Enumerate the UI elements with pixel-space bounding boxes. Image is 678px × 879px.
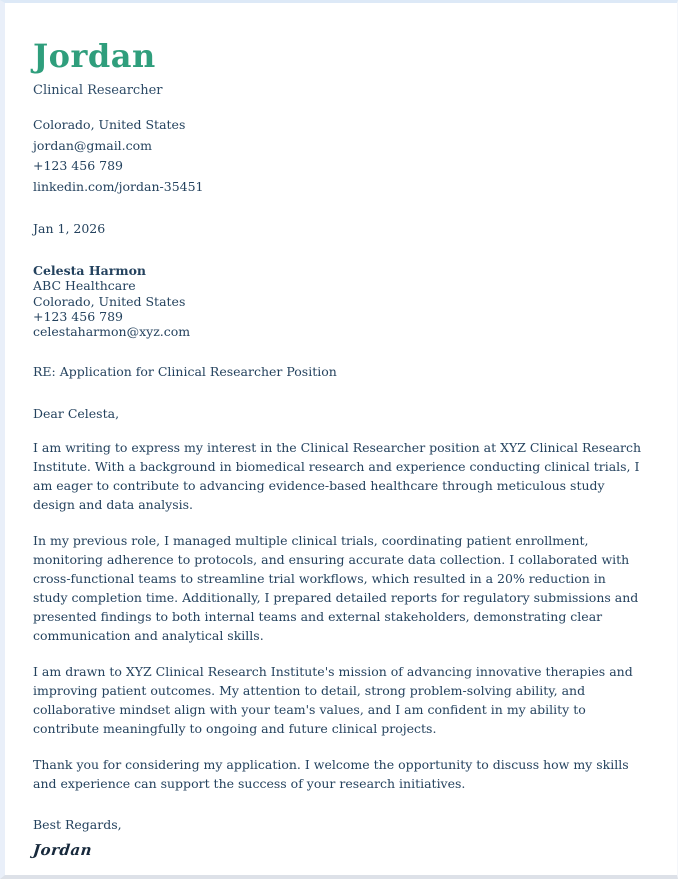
letter-date: Jan 1, 2026 [33, 221, 106, 237]
recipient-company: ABC Healthcare [33, 278, 136, 294]
closing-line: Best Regards, [33, 816, 122, 832]
sender-job-title: Clinical Researcher [33, 83, 163, 99]
letter-content [5, 3, 677, 859]
sender-phone: +123 456 789 [33, 158, 123, 174]
body-paragraph-1: I am writing to express my interest in the Clinical Researcher position at XYZ Clinical Research Institute. With a background in biomedical research and experience conducting clinical trials, I am eager to contribute to advancing evidence-based healthcare through meticulous study design and data analysis. [33, 439, 642, 512]
signature: Jordan [32, 840, 94, 859]
sender-contact-block [33, 115, 644, 197]
body-paragraph-4: Thank you for considering my application. I welcome the opportunity to discuss how my skills and experience can support the success of your research initiatives. [33, 756, 629, 791]
sender-linkedin: linkedin.com/jordan-35451 [33, 178, 204, 194]
sender-name: Jordan [33, 37, 156, 75]
salutation: Dear Celesta, [33, 405, 120, 421]
body-paragraph-2: In my previous role, I managed multiple clinical trials, coordinating patient enrollment, monitoring adherence to protocols, and ensuring accurate data collection. I collaborated with cross-functional teams to streamline trial workflows, which resulted in a 20% reduction in study completion time. Additionally, I prepared detailed reports for regulatory submissions and presented findings to both internal teams and external stakeholders, demonstrating clear communication and analytical skills. [33, 532, 639, 643]
sender-location: Colorado, United States [33, 117, 186, 133]
body-paragraph-3: I am drawn to XYZ Clinical Research Institute's mission of advancing innovative therapies and improving patient outcomes. My attention to detail, strong problem-solving ability, and collaborative mindset align with your team's values, and I am confident in my ability to contribute meaningfully to ongoing and future clinical projects. [33, 663, 633, 736]
sender-email: jordan@gmail.com [33, 137, 153, 153]
recipient-phone: +123 456 789 [33, 309, 123, 325]
recipient-location: Colorado, United States [33, 293, 186, 309]
recipient-name: Celesta Harmon [33, 263, 147, 279]
recipient-email: celestaharmon@xyz.com [33, 324, 191, 340]
subject-line: RE: Application for Clinical Researcher Position [33, 363, 337, 379]
recipient-block [33, 263, 644, 339]
